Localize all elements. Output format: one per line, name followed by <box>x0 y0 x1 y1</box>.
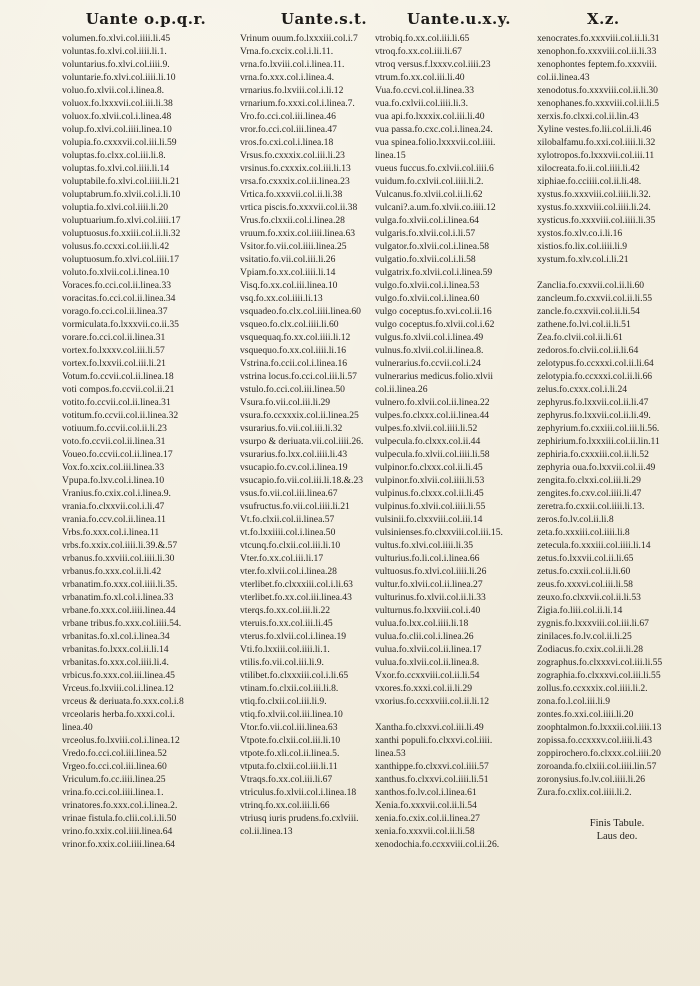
index-entry: Zodiacus.fo.cxix.col.ii.li.28 <box>537 644 644 655</box>
index-entry: vrsinus.fo.cxxxix.col.iii.li.13 <box>240 163 351 174</box>
index-entry: zephyria oua.fo.lxxvii.col.ii.49 <box>537 462 656 473</box>
index-entry: zoppirochero.fo.clxxx.col.iiii.20 <box>537 748 661 759</box>
index-entry: Vrtica.fo.xxxvii.col.ii.li.38 <box>240 189 343 200</box>
index-entry: xilocreata.fo.ii.col.iiii.li.42 <box>537 163 640 174</box>
index-entry: vulgo.fo.xlvii.col.i.linea.53 <box>375 280 480 291</box>
index-entry: Vrceus.fo.lxviii.col.i.linea.12 <box>62 683 174 694</box>
index-entry: vrinatores.fo.xxx.col.i.linea.2. <box>62 800 178 811</box>
index-entry: vrbane tribus.fo.xxx.col.iiii.54. <box>62 618 182 629</box>
index-entry: xerxis.fo.clxxi.col.ii.lin.43 <box>537 111 639 122</box>
index-entry: Zea.fo.clvii.col.ii.li.61 <box>537 332 623 343</box>
index-entry: xystum.fo.xlv.col.i.li.21 <box>537 254 629 265</box>
index-entry: zelotypus.fo.ccxxxi.col.ii.li.64 <box>537 358 654 369</box>
index-entry: vulpinor.fo.xlvii.col.iiii.li.53 <box>375 475 485 486</box>
index-entry: Xenia.fo.xxxvii.col.ii.li.54 <box>375 800 477 811</box>
index-entry: vsufructus.fo.vii.col.iiii.li.21 <box>240 501 350 512</box>
index-entry: Voueo.fo.ccvii.col.ii.linea.17 <box>62 449 173 460</box>
index-entry: zinilaces.fo.lv.col.ii.li.25 <box>537 631 632 642</box>
index-entry: Vsitor.fo.vii.col.iiii.linea.25 <box>240 241 347 252</box>
index-entry: vtputa.fo.clxii.col.iii.li.11 <box>240 761 338 772</box>
index-entry: vua passa.fo.cxc.col.i.linea.24. <box>375 124 493 135</box>
index-entry: zoronysius.fo.lv.col.iiii.li.26 <box>537 774 646 785</box>
index-entry: xenophon.fo.xxxviii.col.ii.li.33 <box>537 46 657 57</box>
index-entry: Vredo.fo.cci.col.iii.linea.52 <box>62 748 167 759</box>
index-column-1 <box>62 8 230 851</box>
index-entry: vtinam.fo.clxii.col.iii.li.8. <box>240 683 339 694</box>
index-entry: Vulcanus.fo.xlvii.col.ii.li.62 <box>375 189 483 200</box>
index-column-3 <box>375 8 543 851</box>
index-entry: zollus.fo.ccxxxix.col.iiii.li.2. <box>537 683 648 694</box>
index-entry: Voraces.fo.cci.col.ii.linea.33 <box>62 280 172 291</box>
index-entry: vua api.fo.lxxxix.col.iii.li.40 <box>375 111 485 122</box>
index-entry: zengites.fo.cxv.col.iiii.li.47 <box>537 488 642 499</box>
index-entry: Vtor.fo.vii.col.iii.linea.63 <box>240 722 338 733</box>
index-entry: zedoros.fo.clvii.col.ii.li.64 <box>537 345 639 356</box>
index-entry: vormiculata.fo.lxxxvii.co.ii.35 <box>62 319 179 330</box>
index-entry: vrbanatim.fo.xl.col.i.linea.33 <box>62 592 174 603</box>
index-entry: vtilis.fo.vii.col.iii.li.9. <box>240 657 324 668</box>
index-entry: vsurpo & deriuata.vii.col.iiii.26. <box>240 436 364 447</box>
index-entry: vtiq.fo.clxii.col.iii.li.9. <box>240 696 327 707</box>
index-entry: zographus.fo.clxxxvi.col.iii.li.55 <box>537 657 663 668</box>
index-entry: voto.fo.ccvii.col.ii.linea.31 <box>62 436 166 447</box>
index-entry: zoroanda.fo.clxiii.col.iiii.lin.57 <box>537 761 657 772</box>
index-entry: vulpes.fo.clxxx.col.ii.linea.44 <box>375 410 490 421</box>
index-entry: zephyrium.fo.cxxiii.col.iii.li.56. <box>537 423 660 434</box>
index-column-4 <box>537 8 697 843</box>
index-entry: vulgo coceptus.fo.xlvii.col.i.62 <box>375 319 495 330</box>
index-entry: vsqueo.fo.clx.col.iiii.li.60 <box>240 319 339 330</box>
index-entry: Zanclia.fo.cxxvii.col.ii.li.60 <box>537 280 645 291</box>
index-entry: vsitatio.fo.vii.col.iii.li.26 <box>240 254 336 265</box>
index-entry: vulpinus.fo.xlvii.col.iiii.li.55 <box>375 501 486 512</box>
index-entry: Vriculum.fo.cc.iiii.linea.25 <box>62 774 166 785</box>
index-entry: vortex.fo.lxxxv.col.iii.li.57 <box>62 345 165 356</box>
index-entry: vulua.fo.clii.col.i.linea.26 <box>375 631 474 642</box>
index-entry: vorago.fo.cci.col.ii.linea.37 <box>62 306 168 317</box>
index-entry: xenophontes feptem.fo.xxxviii. <box>537 59 657 70</box>
index-entry: zancle.fo.cxxvii.col.ii.li.54 <box>537 306 640 317</box>
index-entry: xenodotus.fo.xxxviii.col.ii.li.30 <box>537 85 658 96</box>
index-entry: Vox.fo.xcix.col.iii.linea.33 <box>62 462 165 473</box>
index-entry: vuidum.fo.cxlvii.col.iiii.li.2. <box>375 176 484 187</box>
index-entry: vulgus.fo.xlvii.col.i.linea.49 <box>375 332 484 343</box>
index-entry: volusus.fo.ccxxi.col.iii.li.42 <box>62 241 170 252</box>
index-entry: vtroq versus.f.lxxxv.col.iiii.23 <box>375 59 491 70</box>
colophon-line: Laus deo. <box>596 831 638 842</box>
index-entry: vrceolus.fo.lxviii.col.i.linea.12 <box>62 735 180 746</box>
index-entry: vsquequo.fo.xx.col.iiii.li.16 <box>240 345 347 356</box>
colophon-line: Finis Tabule. <box>589 818 645 829</box>
index-entry: zeus.fo.xxxvi.col.iii.li.58 <box>537 579 633 590</box>
index-entry: vxores.fo.xxxi.col.ii.li.29 <box>375 683 472 694</box>
index-entry: voluntarie.fo.xlvi.col.iiii.li.10 <box>62 72 176 83</box>
index-entry: vterlibet.fo.clxxxiii.col.i.li.63 <box>240 579 353 590</box>
index-entry: vulturnus.fo.lxxviii.col.i.40 <box>375 605 481 616</box>
index-entry: voluptuosus.fo.xxiii.col.ii.li.32 <box>62 228 181 239</box>
index-entry: xenodochia.fo.ccxxviii.col.ii.26. <box>375 839 500 850</box>
index-entry: col.ii.linea.43 <box>537 72 590 83</box>
index-entry: vueus fuccus.fo.cxlvii.col.iiii.6 <box>375 163 494 174</box>
index-entry: Vrgeo.fo.cci.col.iii.linea.60 <box>62 761 167 772</box>
index-entry: zephyrus.fo.lxxvii.col.ii.li.49. <box>537 410 651 421</box>
index-entry: Vti.fo.lxxiii.col.iiii.li.1. <box>240 644 330 655</box>
index-entry: Visq.fo.xx.col.iii.linea.10 <box>240 280 338 291</box>
index-entry: zeros.fo.lv.col.ii.li.8 <box>537 514 614 525</box>
index-entry: Vter.fo.xx.col.iii.li.17 <box>240 553 324 564</box>
index-entry: vruum.fo.xxix.col.iiii.linea.63 <box>240 228 356 239</box>
index-entry: vua.fo.cxlvii.col.iiii.li.3. <box>375 98 468 109</box>
index-entry: vulpinus.fo.clxxx.col.ii.li.45 <box>375 488 484 499</box>
index-entry: vua spinea.folio.lxxxvii.col.iiii. <box>375 137 496 148</box>
index-entry: Vtpote.fo.clxii.col.iii.li.10 <box>240 735 341 746</box>
index-entry: xenia.fo.cxix.col.ii.linea.27 <box>375 813 480 824</box>
index-entry: zelotypia.fo.ccxxxi.col.ii.li.66 <box>537 371 653 382</box>
column-header: X.z. <box>587 10 620 28</box>
index-entry: vsura.fo.ccxxxix.col.ii.linea.25 <box>240 410 359 421</box>
index-entry: Vpupa.fo.lxv.col.i.linea.10 <box>62 475 165 486</box>
index-entry: Vrinum ouum.fo.lxxxiii.col.i.7 <box>240 33 358 44</box>
index-entry: linea.15 <box>375 150 406 161</box>
index-entry: vtilibet.fo.clxxxiii.col.i.li.65 <box>240 670 349 681</box>
index-entry: Vxor.fo.ccxxviii.col.ii.li.54 <box>375 670 480 681</box>
index-entry: Vrbs.fo.xxx.col.i.linea.11 <box>62 527 160 538</box>
index-entry: voluptabile.fo.xlvi.col.iiii.li.21 <box>62 176 180 187</box>
index-entry: vulgo coceptus.fo.xvi.col.ii.16 <box>375 306 492 317</box>
index-entry: vulga.fo.xlvii.col.i.linea.64 <box>375 215 479 226</box>
index-entry: zancleum.fo.cxxvii.col.ii.li.55 <box>537 293 653 304</box>
index-entry: vsurarius.fo.vii.col.iii.li.32 <box>240 423 343 434</box>
index-entry: vulnerarius medicus.folio.xlvii <box>375 371 494 382</box>
index-entry: volupia.fo.cxxxvii.col.iii.li.59 <box>62 137 177 148</box>
index-entry: col.ii.linea.13 <box>240 826 293 837</box>
index-entry: voluntarius.fo.xlvi.col.iiii.9. <box>62 59 170 70</box>
index-entry: vtroq.fo.xx.col.iii.li.67 <box>375 46 462 57</box>
index-entry: xanthus.fo.clxxvi.col.iiii.li.51 <box>375 774 489 785</box>
index-entry: vrna.fo.xxx.col.i.linea.4. <box>240 72 335 83</box>
index-entry: zeta.fo.xxxiii.col.iiii.li.8 <box>537 527 630 538</box>
index-entry: vsquadeo.fo.clx.col.iiii.linea.60 <box>240 306 361 317</box>
index-entry: vsucapio.fo.vii.col.iii.li.18.&.23 <box>240 475 364 486</box>
index-entry: vrnarius.fo.lxviii.col.i.li.12 <box>240 85 344 96</box>
index-entry: xysticus.fo.xxxviii.col.iiii.li.35 <box>537 215 656 226</box>
index-entry: Vrna.fo.cxcix.col.i.li.11. <box>240 46 334 57</box>
index-entry: vrbanus.fo.xxviii.col.iiii.li.30 <box>62 553 175 564</box>
index-entry: Vrus.fo.clxxii.col.i.linea.28 <box>240 215 345 226</box>
index-entry: vteruis.fo.xx.col.iii.li.45 <box>240 618 333 629</box>
index-entry: vsq.fo.xx.col.iiii.li.13 <box>240 293 323 304</box>
index-entry: xylotropos.fo.lxxxvii.col.iii.11 <box>537 150 655 161</box>
entry-list <box>375 32 543 851</box>
index-entry: volup.fo.xlvi.col.iiii.linea.10 <box>62 124 172 135</box>
index-entry: vsquequaq.fo.xx.col.iiii.li.12 <box>240 332 351 343</box>
index-entry: zoophtalmon.fo.lxxxii.col.iiii.13 <box>537 722 662 733</box>
index-entry: vulpinor.fo.clxxx.col.ii.li.45 <box>375 462 483 473</box>
index-entry: vrino.fo.xxix.col.iiii.linea.64 <box>62 826 173 837</box>
index-entry: vulua.fo.xlvii.col.ii.linea.17 <box>375 644 482 655</box>
index-entry: vrania.fo.ccv.col.ii.linea.11 <box>62 514 166 525</box>
index-entry: xystos.fo.xlv.co.i.li.16 <box>537 228 623 239</box>
index-entry: vrtica piscis.fo.xxxvii.col.ii.38 <box>240 202 358 213</box>
index-entry: zetus.fo.cxxii.col.ii.li.60 <box>537 566 631 577</box>
index-entry: vrbanitas.fo.xxx.col.iiii.li.4. <box>62 657 169 668</box>
index-entry: xystus.fo.xxxviii.col.iiii.li.32. <box>537 189 651 200</box>
index-entry: vulsinii.fo.clxxviii.col.iii.14 <box>375 514 483 525</box>
index-entry: xanthi populi.fo.clxxvi.col.iiii. <box>375 735 493 746</box>
index-entry: votiuum.fo.ccvii.col.ii.li.23 <box>62 423 167 434</box>
index-entry: vultuosus.fo.xlvi.col.iiii.li.26 <box>375 566 487 577</box>
index-entry: vterlibet.fo.xx.col.iii.linea.43 <box>240 592 352 603</box>
index-entry: vxorius.fo.ccxxviii.col.ii.li.12 <box>375 696 490 707</box>
index-entry: vtriculus.fo.xlvii.col.i.linea.18 <box>240 787 357 798</box>
index-entry: xanthos.fo.lv.col.i.linea.61 <box>375 787 477 798</box>
index-entry: vrbanitas.fo.lxxx.col.ii.li.14 <box>62 644 169 655</box>
index-entry: vulnus.fo.xlvii.col.ii.linea.8. <box>375 345 484 356</box>
index-entry: zygnis.fo.lxxxviii.col.iii.li.67 <box>537 618 649 629</box>
index-entry: zengita.fo.clxxi.col.iii.li.29 <box>537 475 641 486</box>
index-entry: vrsa.fo.cxxxix.col.ii.linea.23 <box>240 176 350 187</box>
index-entry: volumen.fo.xlvi.col.iiii.li.45 <box>62 33 171 44</box>
index-entry: zontes.fo.xxi.col.iiii.li.20 <box>537 709 634 720</box>
index-entry: voluntas.fo.xlvi.col.iiii.li.1. <box>62 46 167 57</box>
index-entry: vsucapio.fo.cv.col.i.linea.19 <box>240 462 348 473</box>
index-entry: Zura.fo.cxlix.col.iiii.li.2. <box>537 787 632 798</box>
index-entry: vsurarius.fo.lxx.col.iiii.li.43 <box>240 449 348 460</box>
index-entry: voluptabrum.fo.xlvii.col.i.li.10 <box>62 189 181 200</box>
index-entry: vstrina locus.fo.cci.col.iii.li.57 <box>240 371 357 382</box>
index-entry: vrceus & deriuata.fo.xxx.col.i.8 <box>62 696 184 707</box>
index-entry: vrnarium.fo.xxxi.col.i.linea.7. <box>240 98 355 109</box>
index-entry: Zigia.fo.liii.col.ii.li.14 <box>537 605 623 616</box>
index-entry: zographia.fo.clxxxvi.col.iii.li.55 <box>537 670 661 681</box>
index-entry: Vrsus.fo.cxxxix.col.iii.li.23 <box>240 150 345 161</box>
index-entry: zephiria.fo.cxxxiii.col.ii.li.52 <box>537 449 649 460</box>
index-entry: vrbs.fo.xxix.col.iiii.li.39.&.57 <box>62 540 178 551</box>
index-entry: vsus.fo.vii.col.iii.linea.67 <box>240 488 338 499</box>
index-entry: Vranius.fo.cxix.col.i.linea.9. <box>62 488 171 499</box>
index-entry: vtrinq.fo.xx.col.iii.li.66 <box>240 800 330 811</box>
index-entry: zathene.fo.lvi.col.ii.li.51 <box>537 319 631 330</box>
index-entry: vultur.fo.xlvii.col.ii.linea.27 <box>375 579 483 590</box>
index-entry: xanthippe.fo.clxxvi.col.iiii.57 <box>375 761 489 772</box>
index-entry: vulturius.fo.li.col.i.linea.66 <box>375 553 480 564</box>
index-entry: vulgatrix.fo.xlvii.col.i.linea.59 <box>375 267 493 278</box>
index-entry: Vsura.fo.vii.col.iii.li.29 <box>240 397 331 408</box>
index-entry: xistios.fo.lix.col.iiii.li.9 <box>537 241 628 252</box>
index-entry: Vro.fo.cci.col.iii.linea.46 <box>240 111 336 122</box>
index-entry: vulua.fo.xlvii.col.ii.linea.8. <box>375 657 480 668</box>
index-entry: zephirium.fo.lxxxiii.col.ii.lin.11 <box>537 436 660 447</box>
index-entry: vulgatio.fo.xlvii.col.i.li.58 <box>375 254 476 265</box>
index-entry: zeuxo.fo.clxxvii.col.ii.li.53 <box>537 592 641 603</box>
index-entry: voluox.fo.lxxxvii.col.iii.li.38 <box>62 98 173 109</box>
index-entry: vulpecula.fo.xlvii.col.iiii.li.58 <box>375 449 490 460</box>
index-entry: zopissa.fo.ccxxxv.col.iiii.li.43 <box>537 735 653 746</box>
index-entry: Xantha.fo.clxxvi.col.iii.li.49 <box>375 722 484 733</box>
index-entry: zetus.fo.lxxvii.col.ii.li.65 <box>537 553 634 564</box>
index-entry: voti compos.fo.ccvii.col.ii.21 <box>62 384 175 395</box>
index-entry: vrceolaris herba.fo.xxxi.col.i. <box>62 709 175 720</box>
index-entry: vtrobiq.fo.xx.col.iii.li.65 <box>375 33 470 44</box>
index-entry: voluptas.fo.clxx.col.iii.li.8. <box>62 150 166 161</box>
index-entry: vrania.fo.clxxvii.col.i.li.47 <box>62 501 165 512</box>
index-entry: xilobalfamu.fo.xxi.col.iiii.li.32 <box>537 137 656 148</box>
index-entry: xenophanes.fo.xxxviii.col.ii.li.5 <box>537 98 660 109</box>
index-entry: vrbicus.fo.xxx.col.iii.linea.45 <box>62 670 175 681</box>
index-entry: vorare.fo.cci.col.ii.linea.31 <box>62 332 166 343</box>
column-header: Uante.u.x.y. <box>407 10 511 28</box>
index-entry: linea.40 <box>62 722 93 733</box>
index-entry: xenia.fo.xxxvii.col.ii.li.58 <box>375 826 475 837</box>
column-header: Uante.s.t. <box>280 10 368 28</box>
index-entry: voluptuarium.fo.xlvi.col.iiii.17 <box>62 215 181 226</box>
index-entry: zona.fo.l.col.iii.li.9 <box>537 696 611 707</box>
index-entry: vrina.fo.cci.col.iiii.linea.1. <box>62 787 164 798</box>
column-header: Uante o.p.q.r. <box>85 10 207 28</box>
index-entry: voracitas.fo.cci.col.ii.linea.34 <box>62 293 176 304</box>
index-entry: vtrum.fo.xx.col.iii.li.40 <box>375 72 465 83</box>
index-entry: linea.53 <box>375 748 406 759</box>
index-entry: zelus.fo.cxxx.col.i.li.24 <box>537 384 628 395</box>
entry-list <box>537 32 697 799</box>
index-entry: voluptia.fo.xlvi.col.iiii.li.20 <box>62 202 169 213</box>
index-entry: vulturinus.fo.xlvii.col.ii.li.33 <box>375 592 486 603</box>
index-entry: vrinor.fo.xxix.col.iiii.linea.64 <box>62 839 175 850</box>
index-entry: Vtraqs.fo.xx.col.iii.li.67 <box>240 774 333 785</box>
index-entry: votitum.fo.ccvii.col.ii.linea.32 <box>62 410 179 421</box>
index-entry: vrinae fistula.fo.clii.col.i.li.50 <box>62 813 177 824</box>
index-entry: vulgaris.fo.xlvii.col.i.li.57 <box>375 228 476 239</box>
index-entry: zeretra.fo.cxxii.col.iiii.li.13. <box>537 501 645 512</box>
index-entry: vulnero.fo.xlvii.col.ii.linea.22 <box>375 397 490 408</box>
index-entry: vulpes.fo.xlvii.col.iiii.li.52 <box>375 423 478 434</box>
index-entry: vulsinienses.fo.clxxviii.col.iii.15. <box>375 527 503 538</box>
index-entry: voluo.fo.xlvii.col.i.linea.8. <box>62 85 165 96</box>
entry-list <box>62 32 230 851</box>
index-entry: xiphiae.fo.cciiii.col.ii.li.48. <box>537 176 642 187</box>
index-entry: zephyrus.fo.lxxvii.col.ii.li.47 <box>537 397 649 408</box>
index-entry: votito.fo.ccvii.col.ii.linea.31 <box>62 397 171 408</box>
index-entry: vrna.fo.lxviii.col.i.linea.11. <box>240 59 345 70</box>
index-entry: Vpiam.fo.xx.col.iiii.li.14 <box>240 267 336 278</box>
index-entry: vultus.fo.xlvi.col.iiii.li.35 <box>375 540 474 551</box>
index-entry: vulpecula.fo.clxxx.col.ii.44 <box>375 436 481 447</box>
index-entry: vulcani?.a.um.fo.xlvii.co.iiii.12 <box>375 202 496 213</box>
index-entry: col.ii.linea.26 <box>375 384 428 395</box>
index-entry: vtpote.fo.xli.col.ii.linea.5. <box>240 748 340 759</box>
index-entry: vulgo.fo.xlvii.col.i.linea.60 <box>375 293 480 304</box>
index-entry: vros.fo.cxi.col.i.linea.18 <box>240 137 334 148</box>
index-entry: vterqs.fo.xx.col.iii.li.22 <box>240 605 331 616</box>
index-entry: Vua.fo.ccvi.col.ii.linea.33 <box>375 85 475 96</box>
index-entry: Xyline vestes.fo.lii.col.ii.li.46 <box>537 124 652 135</box>
index-entry: vstulo.fo.cci.col.iii.linea.50 <box>240 384 345 395</box>
index-entry: Vt.fo.clxii.col.ii.linea.57 <box>240 514 335 525</box>
index-entry: voluto.fo.xlvii.col.i.linea.10 <box>62 267 170 278</box>
index-entry: vrbanatim.fo.xxx.col.iiii.li.35. <box>62 579 178 590</box>
index-entry: zetecula.fo.xxxiii.col.iiii.li.14 <box>537 540 651 551</box>
index-entry: Vstrina.fo.ccii.col.i.linea.16 <box>240 358 348 369</box>
index-entry: vterus.fo.xlvii.col.i.linea.19 <box>240 631 347 642</box>
index-entry: vtiq.fo.xlvii.col.iii.linea.10 <box>240 709 343 720</box>
index-entry: voluptuosum.fo.xlvi.col.iiii.17 <box>62 254 179 265</box>
index-entry: voluptas.fo.xlvi.col.iiii.li.14 <box>62 163 170 174</box>
index-entry: vror.fo.cci.col.iii.linea.47 <box>240 124 337 135</box>
index-entry: Votum.fo.ccvii.col.ii.linea.18 <box>62 371 174 382</box>
index-entry: xystus.fo.xxxviii.col.iiii.li.24. <box>537 202 651 213</box>
index-entry: vrbane.fo.xxx.col.iiii.linea.44 <box>62 605 176 616</box>
index-entry: vulgator.fo.xlvii.col.i.linea.58 <box>375 241 490 252</box>
colophon <box>537 817 697 843</box>
index-entry: vrbanitas.fo.xl.col.i.linea.34 <box>62 631 170 642</box>
index-entry: vrbanus.fo.xxx.col.ii.li.42 <box>62 566 162 577</box>
index-entry: vtriusq iuris prudens.fo.cxlviii. <box>240 813 359 824</box>
index-entry: voluox.fo.xlvii.col.i.linea.48 <box>62 111 172 122</box>
index-entry: vter.fo.xlvii.col.i.linea.28 <box>240 566 337 577</box>
index-entry: vulua.fo.lxx.col.iiii.li.18 <box>375 618 469 629</box>
index-entry: vt.fo.lxxiiii.col.i.linea.50 <box>240 527 336 538</box>
index-entry: vortex.fo.lxxvii.col.iii.li.21 <box>62 358 166 369</box>
index-entry: xenocrates.fo.xxxviii.col.ii.li.31 <box>537 33 660 44</box>
index-entry: vulnerarius.fo.ccvii.col.i.24 <box>375 358 481 369</box>
index-entry: vtcunq.fo.clxii.col.iii.li.10 <box>240 540 341 551</box>
